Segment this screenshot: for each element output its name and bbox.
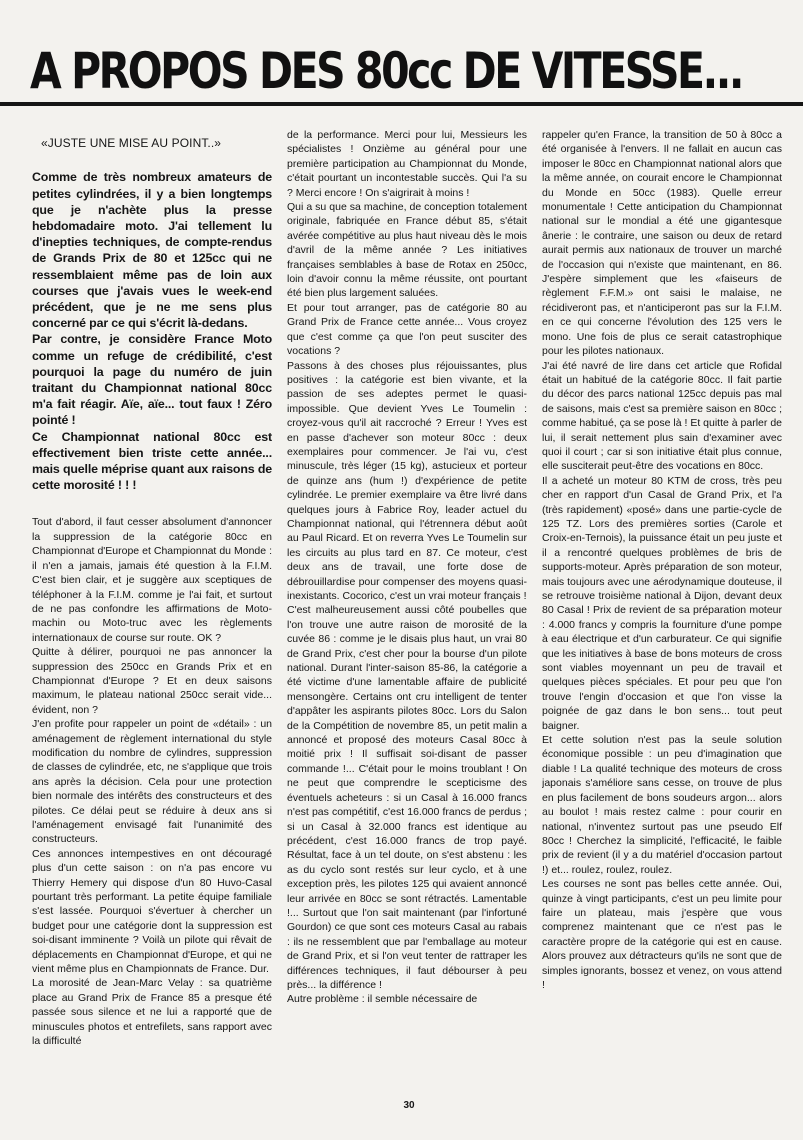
body-paragraph: Tout d'abord, il faut cesser absolument d'annoncer la suppression de la catégorie 80cc en Championnat d'Europe et Championnat du Monde : il n'en a jamais, jamais été question à la F.I.M. C'est bien clair, et je suggère aux sceptiques de téléphoner à la F.I.M. comme je l'ai fait, et surtout de ne pas confondre les affirmations de Moto-machin ou Moto-truc avec les règlements internationaux de course sur route. OK ? bbox=[32, 516, 272, 644]
lead-paragraphs bbox=[32, 169, 272, 493]
body-paragraph: Et pour tout arranger, pas de catégorie 80 au Grand Prix de France cette année... Vous croyez que c'est comme ça que l'on peut susciter des vocations ? bbox=[287, 301, 527, 358]
kicker: «JUSTE UNE MISE AU POINT..» bbox=[41, 136, 222, 150]
body-paragraph: de la performance. Merci pour lui, Messieurs les spécialistes ! Onzième au général pour une première participation au Championnat du Monde, c'était pourtant un incontestable succès. Qui l'a su ? Merci encore ! On s'aigrirait à moins ! bbox=[287, 129, 527, 199]
body-paragraph: Passons à des choses plus réjouissantes, plus positives : la catégorie est bien vivante, et la passion de ses adeptes permet le quasi-impossible. Que devient Yves Le Toumelin : croyez-vous qu'il ait raccroché ? Erreur ! Yves est en passe d'achever son moteur 80cc : deux exemplaires pour commencer. Je l'ai vu, c'est minuscule, très léger (15 kg), astucieux et porteur de quinze ans (hum !) d'expérience de petite cylindrée. Le premier exemplaire va être livré dans quelques jours à Fabrice Roy, leader actuel du Championnat national, qui l'étrennera début août au Paul Ricard. Et on reverra Yves Le Toumelin sur les circuits au plus tard en 87. Ce moteur, c'est deux ans de travail, une forte dose de débrouillardise pour compenser des moyens quasi-inexistants. Cocorico, c'est un vrai moteur français ! bbox=[287, 359, 527, 602]
body-paragraph: Quitte à délirer, pourquoi ne pas annoncer la suppression des 250cc en Grands Prix et en Championnat d'Europe ? Et en deux saisons maximum, le plateau national 250cc serait vide... évident, non ? bbox=[32, 646, 272, 716]
page-number: 30 bbox=[403, 1100, 415, 1111]
column-3 bbox=[542, 128, 782, 1093]
body-paragraph: La morosité de Jean-Marc Velay : sa quatrième place au Grand Prix de France 85 a presque été passée sous silence et ne lui a rapporté que de minuscules photos et entrefilets, sans rapport avec la difficulté bbox=[32, 977, 272, 1048]
column-2 bbox=[287, 128, 527, 1093]
body-paragraph: Qui a su que sa machine, de conception totalement originale, fabriquée en France début 85, s'était avérée compétitive au plus haut niveau dès le mois d'avril de la même année ? Les initiatives françaises semblables à base de Rotax en 250cc, loin d'avoir connu la même réussite, ont pourtant été bien plus largement saluées. bbox=[287, 201, 527, 300]
body-paragraph: Et cette solution n'est pas la seule solution économique possible : un peu d'imagination que diable ! La qualité technique des moteurs de cross japonais s'améliore sans cesse, on trouve de plus en plus facilement de bons soudeurs argon... alors au boulot ! mais restez calme : pour courir en national, n'inventez surtout pas une pseudo Elf 80cc ! Cherchez la simplicité, l'efficacité, le faible prix de revient (il y a du matériel d'occasion partout !) et... roulez, roulez, roulez. bbox=[542, 734, 782, 876]
title-rule bbox=[0, 102, 803, 106]
body-paragraph: Les courses ne sont pas belles cette année. Oui, quinze à vingt participants, c'est un peu limite pour faire un plateau, mais j'espère que vous comprenez maintenant que ce n'est pas le caractère propre de la catégorie qui est en cause. Alors prouvez aux détracteurs qu'ils ne sont que de simples ignorants, bossez et venez, on vous attend ! bbox=[542, 878, 782, 991]
body-paragraph: C'est malheureusement aussi côté poubelles que l'on trouve une autre raison de morosité de la cuvée 86 : comme je le disais plus haut, un vrai 80 de Grand Prix, c'est cher pour la bourse d'un pilote national. Durant l'inter-saison 85-86, la catégorie a été victime d'une lamentable affaire de publicité mensongère. Certains ont cru intelligent de tenter d'appâter les aspirants pilotes 80cc. Lors du Salon de la Compétition de novembre 85, un petit malin a annoncé et proposé des moteurs Casal 80cc à moitié prix ! Il suffisait soi-disant de passer commande !... C'était pour le moins troublant ! On ne peut que comprendre le scepticisme des éventuels acheteurs : si un Casal à 16.000 francs n'est pas compétitif, c'est 16.000 francs de perdus ; si un Casal à 32.000 francs est identique au précédent, c'est 16.000 francs de trop payé. Résultat, face à un tel doute, on s'est abstenu : les as du cyclo sont restés sur leur cyclo, et à une exception près, les pilotes 125 qui avaient annoncé leur arrivée en 80cc se sont rétractés. Lamentable !... Surtout que l'on sait maintenant (par l'infortuné Gourdon) ce que sont ces moteurs Casal au rabais : ils ne ressemblent que par l'emballage au moteur de Grand Prix, et si l'on veut tenter de rattraper les différences techniques, il faut débourser à peu près... la différence ! bbox=[287, 604, 527, 991]
body-paragraph: J'ai été navré de lire dans cet article que Rofidal était un habitué de la catégorie 80cc. Il fait partie du décor des parcs national 125cc depuis pas mal de saisons, mais c'est sa première saison en 80cc ; comme habitué, ça se pose là ! Et quitte à parler de lui, il serait nettement plus sain d'examiner avec quoi il court ; car si son initiative était plus connue, elle susciterait peut-être des vocations en 80cc. bbox=[542, 359, 782, 473]
body-paragraph: Autre problème : il semble nécessaire de bbox=[287, 993, 478, 1006]
body-paragraph: Il a acheté un moteur 80 KTM de cross, très peu cher en rapport d'un Casal de Grand Prix, et l'a (très rapidement) «posé» dans une partie-cycle de 125 TZ. Lors des premières sorties (Carole et Croix-en-Ternois), la puissance était un peu juste et il a rencontré quelques problèmes de bris de supports-moteur. Après préparation de son moteur, mais toujours avec une aérodynamique douteuse, il se retrouve troisième national à Dijon, devant deux 80 Casal ! Prix de revient de sa préparation moteur : 4.000 francs y compris la fourniture d'une pompe à eau électrique et d'un carburateur. Ce qui signifie que les initiatives à base de bons moteurs de cross sont viables moyennant un peu de travail et quelques pièces spéciales. Et pour peu que l'on trouve l'engin d'occasion et que l'on visse la poignée de gaz dans le bon sens... tout peut baigner. bbox=[542, 474, 782, 732]
page-title: A PROPOS DES 80cc DE VITESSE... bbox=[30, 42, 742, 100]
lead-paragraph: Par contre, je considère France Moto comme un refuge de crédibilité, c'est pourquoi la page du numéro de juin traitant du Championnat national 80cc m'a fait réagir. Aïe, aïe... tout faux ! Zéro pointé ! bbox=[32, 332, 272, 428]
lead-paragraph: Comme de très nombreux amateurs de petites cylindrées, il y a bien longtemps que je n'achète plus la presse hebdomadaire moto. J'ai tellement lu d'inepties techniques, de compte-rendus de Grands Prix de 80 et 125cc qui ne ressemblaient même pas de loin aux courses que j'avais vues le week-end précédent, que je ne me sens plus concerné par ce qui s'écrit là-dedans. bbox=[32, 170, 272, 331]
column-1 bbox=[32, 128, 272, 1093]
body-paragraph: rappeler qu'en France, la transition de 50 à 80cc a été organisée à l'envers. Il ne fallait en aucun cas imposer le 80cc en Championnat national alors que la même année, on courait encore le Championnat du Monde en 50cc (1983). Quelle erreur monumentale ! Cette anticipation du Championnat national sur le mondial a été une gigantesque ânerie : le contraire, une saison ou deux de retard aurait permis aux nationaux de trouver un marché de l'occasion qui n'existe que maintenant, en 86. J'espère simplement que les «faiseurs de règlement F.F.M.» ont saisi le malaise, ne récidiveront pas, et n'anticiperont pas sur la F.I.M. en ce qui concerne l'évolution des 125 vers le mono. Une fois de plus ce serait catastrophique pour les pilotes nationaux. bbox=[542, 129, 782, 358]
lead-paragraph: Ce Championnat national 80cc est effectivement bien triste cette année... mais quelle méprise quant aux raisons de cette morosité ! ! ! bbox=[32, 429, 272, 493]
body-paragraph: Ces annonces intempestives en ont découragé plus d'un cette saison : on n'a pas encore vu Thierry Hemery qui dispose d'un 80 Huvo-Casal pourtant très performant. La petite équipe familiale s'est lassée. Pourquoi s'évertuer à chercher un budget pour une catégorie dont la suppression est soi-disant imminente ? Voilà un pilote qui rêvait de déplacements en Championnat d'Europe, et qui ne vient même plus en Championnats de France. Dur. bbox=[32, 847, 272, 976]
body-paragraph: J'en profite pour rappeler un point de «détail» : un aménagement de règlement international du style modification du nombre de cylindres, suppression de classes de cylindrée, etc, ne s'applique que trois ans après la décision. Cela pour une protection bien normale des intérêts des constructeurs et des pilotes. Ce délai peut se réduire à deux ans si l'aménagement envisagé fait l'unanimité des constructeurs. bbox=[32, 718, 272, 846]
